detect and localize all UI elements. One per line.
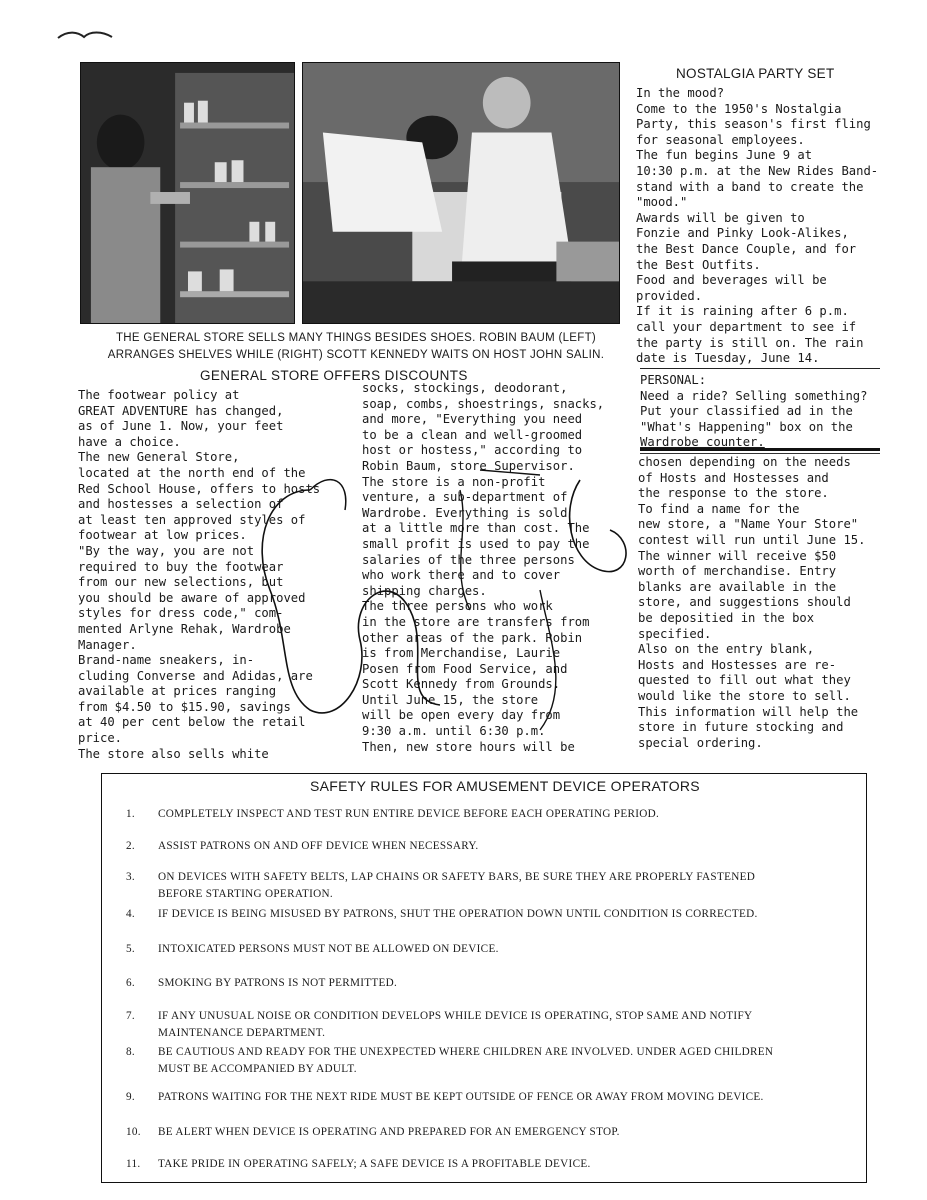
text-line: Fonzie and Pinky Look-Alikes, xyxy=(636,226,849,241)
safety-rule-item xyxy=(126,869,856,903)
text-line: "mood." xyxy=(636,195,688,210)
text-line: from $4.50 to $15.90, savings xyxy=(78,699,291,714)
text-line: soap, combs, shoestrings, snacks, xyxy=(362,396,605,411)
nostalgia-article xyxy=(636,86,896,367)
text-line: blanks are available in the xyxy=(638,579,837,594)
text-line: Posen from Food Service, and xyxy=(362,661,568,676)
personal-classifieds xyxy=(640,367,902,451)
text-line: The footwear policy at xyxy=(78,388,240,402)
store-article-column-2 xyxy=(362,381,612,755)
text-line: the Best Outfits. xyxy=(636,257,761,272)
store-article-column-1 xyxy=(78,388,321,762)
text-line: at least ten approved styles of xyxy=(78,512,306,527)
text-line: If it is raining after 6 p.m. xyxy=(636,304,849,319)
text-line: Awards will be given to xyxy=(636,210,805,225)
safety-rule-item xyxy=(126,806,856,823)
text-line: required to buy the footwear xyxy=(78,559,284,574)
text-line: at a little more than cost. The xyxy=(362,521,590,536)
photo-fitting-shoes xyxy=(302,62,620,324)
safety-rule-item xyxy=(126,1089,856,1106)
text-line: styles for dress code," com- xyxy=(78,606,284,621)
text-line: 10:30 p.m. at the New Rides Band- xyxy=(636,163,879,178)
text-line: will be open every day from xyxy=(362,708,561,723)
text-line: store, and suggestions should xyxy=(638,595,851,610)
text-line: specified. xyxy=(638,626,712,641)
text-line: contest will run until June 15. xyxy=(638,532,866,547)
safety-rule-text: COMPLETELY INSPECT AND TEST RUN ENTIRE DEVICE BEFORE EACH OPERATING PERIOD. xyxy=(158,808,660,820)
safety-rule-text: ASSIST PATRONS ON AND OFF DEVICE WHEN NECESSARY. xyxy=(158,840,479,852)
text-line: as of June 1. Now, your feet xyxy=(78,419,284,434)
safety-rule-number: 3. xyxy=(126,871,135,883)
text-line: small profit is used to pay the xyxy=(362,536,590,551)
text-line: provided. xyxy=(636,288,703,303)
text-line: price. xyxy=(78,731,123,746)
text-line: who work there and to cover xyxy=(362,568,561,583)
text-line: Put your classified ad in the xyxy=(640,404,853,419)
text-line: Red School House, offers to hosts xyxy=(78,481,321,496)
text-line: To find a name for the xyxy=(638,501,800,516)
text-line: new store, a "Name Your Store" xyxy=(638,517,859,532)
text-line: Manager. xyxy=(78,637,137,652)
text-line: worth of merchandise. Entry xyxy=(638,564,837,579)
safety-rule-item xyxy=(126,975,856,992)
text-line: Hosts and Hostesses are re- xyxy=(638,657,837,672)
safety-rules-title: SAFETY RULES FOR AMUSEMENT DEVICE OPERATORS xyxy=(310,778,700,794)
text-line: The store is a non-profit xyxy=(362,474,546,489)
safety-rule-text: BEFORE STARTING OPERATION. xyxy=(158,888,333,900)
text-line: The fun begins June 9 at xyxy=(636,148,813,163)
text-line: Robin Baum, store Supervisor. xyxy=(362,458,575,473)
safety-rule-number: 4. xyxy=(126,908,135,920)
text-line: in the store are transfers from xyxy=(362,614,590,629)
safety-rule-number: 2. xyxy=(126,840,135,852)
safety-rule-item xyxy=(126,838,856,855)
text-line: chosen depending on the needs xyxy=(638,455,851,469)
text-line: call your department to see if xyxy=(636,319,857,334)
text-line: Also on the entry blank, xyxy=(638,642,815,657)
text-line: salaries of the three persons xyxy=(362,552,575,567)
text-line: Food and beverages will be xyxy=(636,273,827,288)
nostalgia-title: NOSTALGIA PARTY SET xyxy=(676,66,835,81)
text-line: The store also sells white xyxy=(78,746,269,761)
text-line: 9:30 a.m. until 6:30 p.m. xyxy=(362,724,546,739)
text-line: shipping charges. xyxy=(362,583,487,598)
photo-store-shelves xyxy=(80,62,295,324)
text-line: The winner will receive $50 xyxy=(638,548,837,563)
text-line: and more, "Everything you need xyxy=(362,412,583,427)
safety-rule-text: BE ALERT WHEN DEVICE IS OPERATING AND PREPARED FOR AN EMERGENCY STOP. xyxy=(158,1126,620,1138)
text-line: socks, stockings, deodorant, xyxy=(362,381,568,395)
text-line: Scott Kennedy from Grounds. xyxy=(362,677,561,692)
corner-pen-mark xyxy=(56,28,116,42)
safety-rule-text: BE CAUTIOUS AND READY FOR THE UNEXPECTED WHERE CHILDREN ARE INVOLVED. UNDER AGED CHILDREN xyxy=(158,1046,774,1058)
text-line: store in future stocking and xyxy=(638,720,844,735)
safety-rule-text: IF DEVICE IS BEING MISUSED BY PATRONS, SHUT THE OPERATION DOWN UNTIL CONDITION IS CORRECTED. xyxy=(158,908,758,920)
safety-rule-text: PATRONS WAITING FOR THE NEXT RIDE MUST BE KEPT OUTSIDE OF FENCE OR AWAY FROM MOVING DEVICE. xyxy=(158,1091,764,1103)
safety-rule-text: INTOXICATED PERSONS MUST NOT BE ALLOWED ON DEVICE. xyxy=(158,943,499,955)
text-line: located at the north end of the xyxy=(78,465,306,480)
safety-rule-number: 10. xyxy=(126,1126,141,1138)
safety-rule-item xyxy=(126,1124,856,1141)
text-line: Come to the 1950's Nostalgia xyxy=(636,101,842,116)
safety-rule-number: 9. xyxy=(126,1091,135,1103)
safety-rule-number: 5. xyxy=(126,943,135,955)
text-line: This information will help the xyxy=(638,704,859,719)
text-line: would like the store to sell. xyxy=(638,688,851,703)
text-line: the response to the store. xyxy=(638,486,829,501)
text-line: quested to fill out what they xyxy=(638,673,851,688)
text-line: date is Tuesday, June 14. xyxy=(636,351,820,366)
safety-rule-text: TAKE PRIDE IN OPERATING SAFELY; A SAFE DEVICE IS A PROFITABLE DEVICE. xyxy=(158,1158,591,1170)
text-line: venture, a sub-department of xyxy=(362,490,568,505)
safety-rule-item xyxy=(126,906,856,923)
text-line: of Hosts and Hostesses and xyxy=(638,470,829,485)
text-line: The three persons who work xyxy=(362,599,553,614)
text-line: Until June 15, the store xyxy=(362,692,539,707)
text-line: the Best Dance Couple, and for xyxy=(636,241,857,256)
text-line: have a choice. xyxy=(78,434,181,449)
text-line: for seasonal employees. xyxy=(636,132,805,147)
text-line: and hostesses a selection of xyxy=(78,497,284,512)
text-line: Brand-name sneakers, in- xyxy=(78,653,255,668)
text-line: Wardrobe. Everything is sold xyxy=(362,505,568,520)
text-line: cluding Converse and Adidas, are xyxy=(78,668,313,683)
text-line: is from Merchandise, Laurie xyxy=(362,646,561,661)
text-line: from our new selections, but xyxy=(78,575,284,590)
text-line: Wardrobe counter. xyxy=(640,435,765,450)
personal-bottom-rule xyxy=(640,448,880,451)
safety-rule-number: 11. xyxy=(126,1158,141,1170)
safety-rule-text: IF ANY UNUSUAL NOISE OR CONDITION DEVELOPS WHILE DEVICE IS OPERATING, STOP SAME AND NOTIFY xyxy=(158,1010,753,1022)
safety-rule-text: ON DEVICES WITH SAFETY BELTS, LAP CHAINS OR SAFETY BARS, BE SURE THEY ARE PROPERLY FASTENED xyxy=(158,871,756,883)
safety-rule-item xyxy=(126,941,856,958)
personal-label: PERSONAL: xyxy=(640,373,707,387)
safety-rule-number: 6. xyxy=(126,977,135,989)
safety-rule-item xyxy=(126,1008,856,1042)
text-line: stand with a band to create the xyxy=(636,179,864,194)
text-line: GREAT ADVENTURE has changed, xyxy=(78,403,284,418)
caption-line: ARRANGES SHELVES WHILE (RIGHT) SCOTT KENNEDY WAITS ON HOST JOHN SALIN. xyxy=(107,349,605,361)
text-line: other areas of the park. Robin xyxy=(362,630,583,645)
text-line: "By the way, you are not xyxy=(78,543,255,558)
text-line: In the mood? xyxy=(636,86,725,100)
text-line: host or hostess," according to xyxy=(362,443,583,458)
text-line: mented Arlyne Rehak, Wardrobe xyxy=(78,621,291,636)
store-article-headline: GENERAL STORE OFFERS DISCOUNTS xyxy=(200,368,468,383)
safety-rule-number: 7. xyxy=(126,1010,135,1022)
text-line: Party, this season's first fling xyxy=(636,117,871,132)
text-line: you should be aware of approved xyxy=(78,590,306,605)
text-line: be depositied in the box xyxy=(638,610,815,625)
text-line: Then, new store hours will be xyxy=(362,739,575,754)
text-line: The new General Store, xyxy=(78,450,240,465)
store-article-column-3 xyxy=(638,455,888,751)
caption-line: THE GENERAL STORE SELLS MANY THINGS BESIDES SHOES. ROBIN BAUM (LEFT) xyxy=(115,332,597,344)
safety-rule-item xyxy=(126,1044,856,1078)
safety-rule-text: MAINTENANCE DEPARTMENT. xyxy=(158,1027,326,1039)
safety-rule-number: 1. xyxy=(126,808,135,820)
safety-rule-number: 8. xyxy=(126,1046,135,1058)
text-line: at 40 per cent below the retail xyxy=(78,715,306,730)
text-line: Need a ride? Selling something? xyxy=(640,388,868,403)
safety-rule-text: SMOKING BY PATRONS IS NOT PERMITTED. xyxy=(158,977,398,989)
text-line: available at prices ranging xyxy=(78,684,277,699)
text-line: the party is still on. The rain xyxy=(636,335,864,350)
photo-caption xyxy=(86,330,626,364)
text-line: footwear at low prices. xyxy=(78,528,247,543)
personal-bottom-rule-thin xyxy=(640,453,880,454)
safety-rule-text: MUST BE ACCOMPANIED BY ADULT. xyxy=(158,1063,357,1075)
text-line: special ordering. xyxy=(638,735,763,750)
text-line: "What's Happening" box on the xyxy=(640,419,853,434)
text-line: to be a clean and well-groomed xyxy=(362,427,583,442)
safety-rule-item xyxy=(126,1156,856,1173)
